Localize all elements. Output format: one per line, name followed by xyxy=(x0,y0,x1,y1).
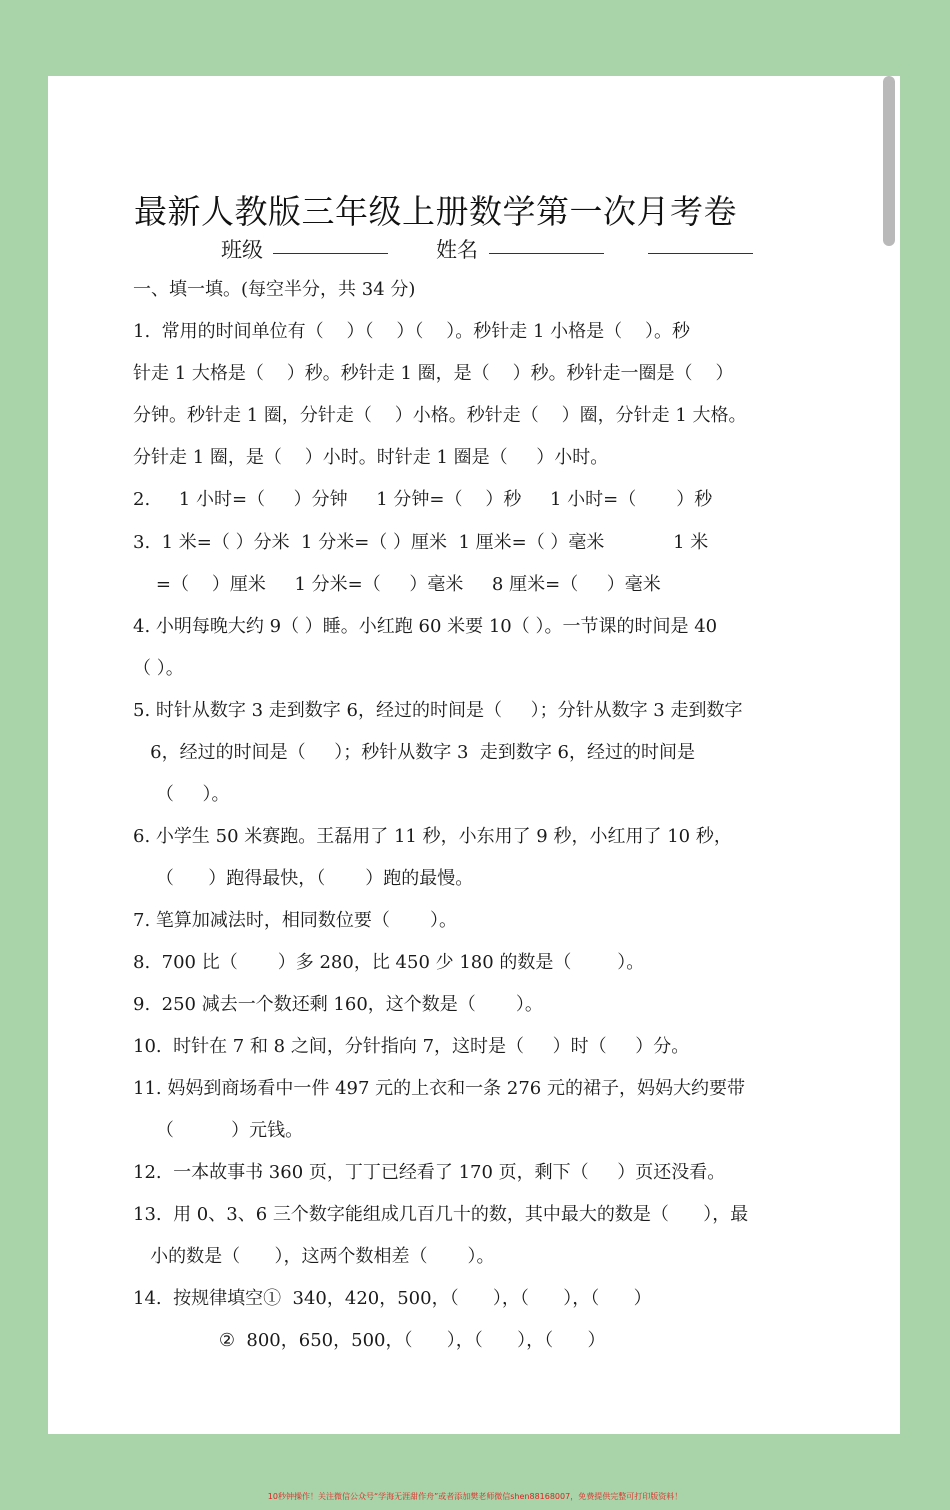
question-line: 分针走 1 圈，是（ ）小时。时针走 1 圈是（ ）小时。 xyxy=(133,447,609,468)
class-blank-line[interactable] xyxy=(273,253,388,254)
question-line: 12. 一本故事书 360 页，丁丁已经看了 170 页，剩下（ ）页还没看。 xyxy=(133,1162,726,1183)
question-line: 13. 用 0、3、6 三个数字能组成几百几十的数，其中最大的数是（ ），最 xyxy=(133,1204,749,1225)
name-blank-line[interactable] xyxy=(489,253,604,254)
question-line: 2. 1 小时=（ ）分钟 1 分钟=（ ）秒 1 小时=（ ）秒 xyxy=(133,489,713,510)
question-line: 6. 小学生 50 米赛跑。王磊用了 11 秒，小东用了 9 秒，小红用了 10 秒， xyxy=(133,826,732,847)
question-line: 小的数是（ ），这两个数相差（ ）。 xyxy=(133,1246,495,1267)
question-line: 3. 1 米=（ ）分米 1 分米=（ ）厘米 1 厘米=（ ）毫米 1 米 xyxy=(133,532,709,553)
question-line: （ ）元钱。 xyxy=(133,1120,304,1141)
question-line: 分钟。秒针走 1 圈，分针走（ ）小格。秒针走（ ）圈，分针走 1 大格。 xyxy=(133,405,747,426)
scrollbar-thumb[interactable] xyxy=(883,76,895,246)
promo-footer: 10秒钟操作！关注微信公众号“学海无涯甜作舟”或者添加樊老师微信shen88168007，免费提供完整可打印版资料！ xyxy=(267,1492,683,1501)
question-line: 5. 时针从数字 3 走到数字 6，经过的时间是（ ）；分针从数字 3 走到数字 xyxy=(133,700,743,721)
question-line: （ ）跑得最快，（ ）跑的最慢。 xyxy=(133,868,474,889)
question-line: 14. 按规律填空① 340，420，500，（ ），（ ），（ ） xyxy=(133,1288,652,1309)
question-line: 10. 时针在 7 和 8 之间，分针指向 7，这时是（ ）时（ ）分。 xyxy=(133,1036,690,1057)
question-line: 9. 250 减去一个数还剩 160，这个数是（ ）。 xyxy=(133,994,543,1015)
question-line: 6，经过的时间是（ ）；秒针从数字 3 走到数字 6，经过的时间是 xyxy=(133,742,696,763)
name-label: 姓名 xyxy=(436,238,478,262)
question-line: ② 800，650，500，（ ），（ ），（ ） xyxy=(133,1330,606,1351)
question-line: 7. 笔算加减法时，相同数位要（ ）。 xyxy=(133,910,457,931)
question-line: （ ）。 xyxy=(133,784,230,805)
question-line: 8. 700 比（ ）多 280，比 450 少 180 的数是（ ）。 xyxy=(133,952,645,973)
question-line: （ ）。 xyxy=(133,658,184,679)
extra-blank-line[interactable] xyxy=(648,253,753,254)
section-heading: 一、填一填。(每空半分，共 34 分) xyxy=(133,279,416,300)
exam-title: 最新人教版三年级上册数学第一次月考卷 xyxy=(134,192,737,231)
question-line: 针走 1 大格是（ ）秒。秒针走 1 圈，是（ ）秒。秒针走一圈是（ ） xyxy=(133,363,734,384)
question-line: =（ ）厘米 1 分米=（ ）毫米 8 厘米=（ ）毫米 xyxy=(133,574,661,595)
question-line: 4. 小明每晚大约 9（ ）睡。小红跑 60 米要 10（ ）。一节课的时间是 40 xyxy=(133,616,718,637)
class-label: 班级 xyxy=(221,238,263,262)
question-line: 11. 妈妈到商场看中一件 497 元的上衣和一条 276 元的裙子，妈妈大约要带 xyxy=(133,1078,745,1099)
question-line: 1. 常用的时间单位有（ ）（ ）（ ）。秒针走 1 小格是（ ）。秒 xyxy=(133,321,691,342)
